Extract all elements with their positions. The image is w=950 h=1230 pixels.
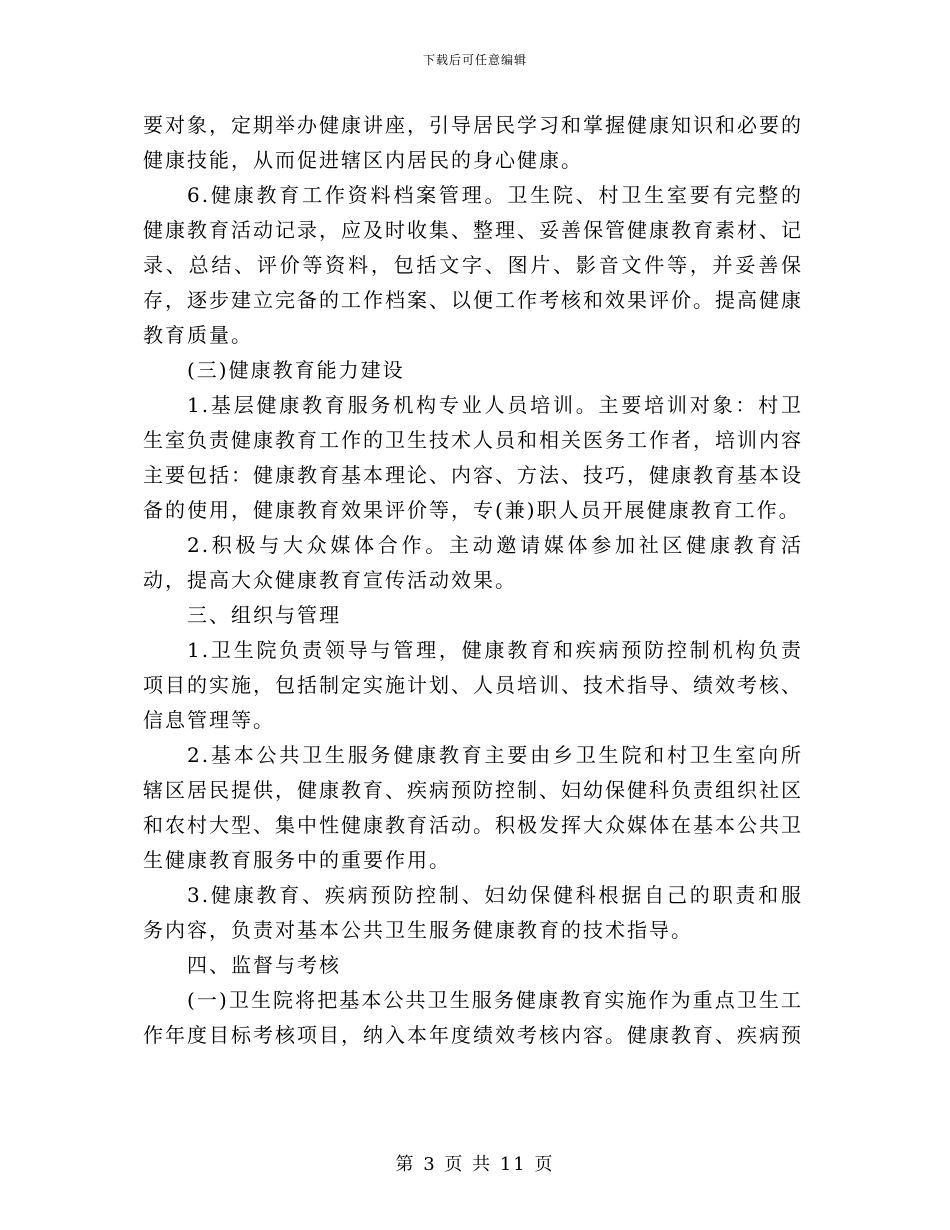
paragraph-1: 要对象，定期举办健康讲座，引导居民学习和掌握健康知识和必要的健康技能，从而促进辖区内居民的身心健康。 xyxy=(143,113,803,172)
paragraph-supervision-1: (一)卫生院将把基本公共卫生服务健康教育实施作为重点卫生工作年度目标考核项目，纳入本年度绩效考核内容。健康教育、疾病预 xyxy=(143,988,803,1047)
paragraph-2: 6.健康教育工作资料档案管理。卫生院、村卫生室要有完整的健康教育活动记录，应及时收集、整理、妥善保管健康教育素材、记录、总结、评价等资料，包括文字、图片、影音文件等，并妥善保存，逐步建立完备的工作档案、以便工作考核和效果评价。提高健康教育质量。 xyxy=(143,183,803,347)
section-heading-supervision: 四、监督与考核 xyxy=(187,953,341,977)
section-heading-organization: 三、组织与管理 xyxy=(187,603,341,627)
page-number-footer: 第 3 页 共 11 页 xyxy=(395,1154,555,1175)
paragraph-training: 1.基层健康教育服务机构专业人员培训。主要培训对象：村卫生室负责健康教育工作的卫生技术人员和相关医务工作者，培训内容主要包括：健康教育基本理论、内容、方法、技巧，健康教育基本设备的使用，健康教育效果评价等，专(兼)职人员开展健康教育工作。 xyxy=(143,393,803,522)
paragraph-org-2: 2.基本公共卫生服务健康教育主要由乡卫生院和村卫生室向所辖区居民提供，健康教育、疾病预防控制、妇幼保健科负责组织社区和农村大型、集中性健康教育活动。积极发挥大众媒体在基本公共卫生健康教育服务中的重要作用。 xyxy=(143,743,803,872)
paragraph-org-1: 1.卫生院负责领导与管理，健康教育和疾病预防控制机构负责项目的实施，包括制定实施计划、人员培训、技术指导、绩效考核、信息管理等。 xyxy=(143,638,803,732)
section-heading-capacity-building: (三)健康教育能力建设 xyxy=(187,358,405,382)
paragraph-org-3: 3.健康教育、疾病预防控制、妇幼保健科根据自己的职责和服务内容，负责对基本公共卫生服务健康教育的技术指导。 xyxy=(143,883,803,942)
document-body xyxy=(143,108,803,1053)
paragraph-media: 2.积极与大众媒体合作。主动邀请媒体参加社区健康教育活动，提高大众健康教育宣传活动效果。 xyxy=(143,533,803,592)
page-header-note: 下载后可任意编辑 xyxy=(422,53,527,67)
